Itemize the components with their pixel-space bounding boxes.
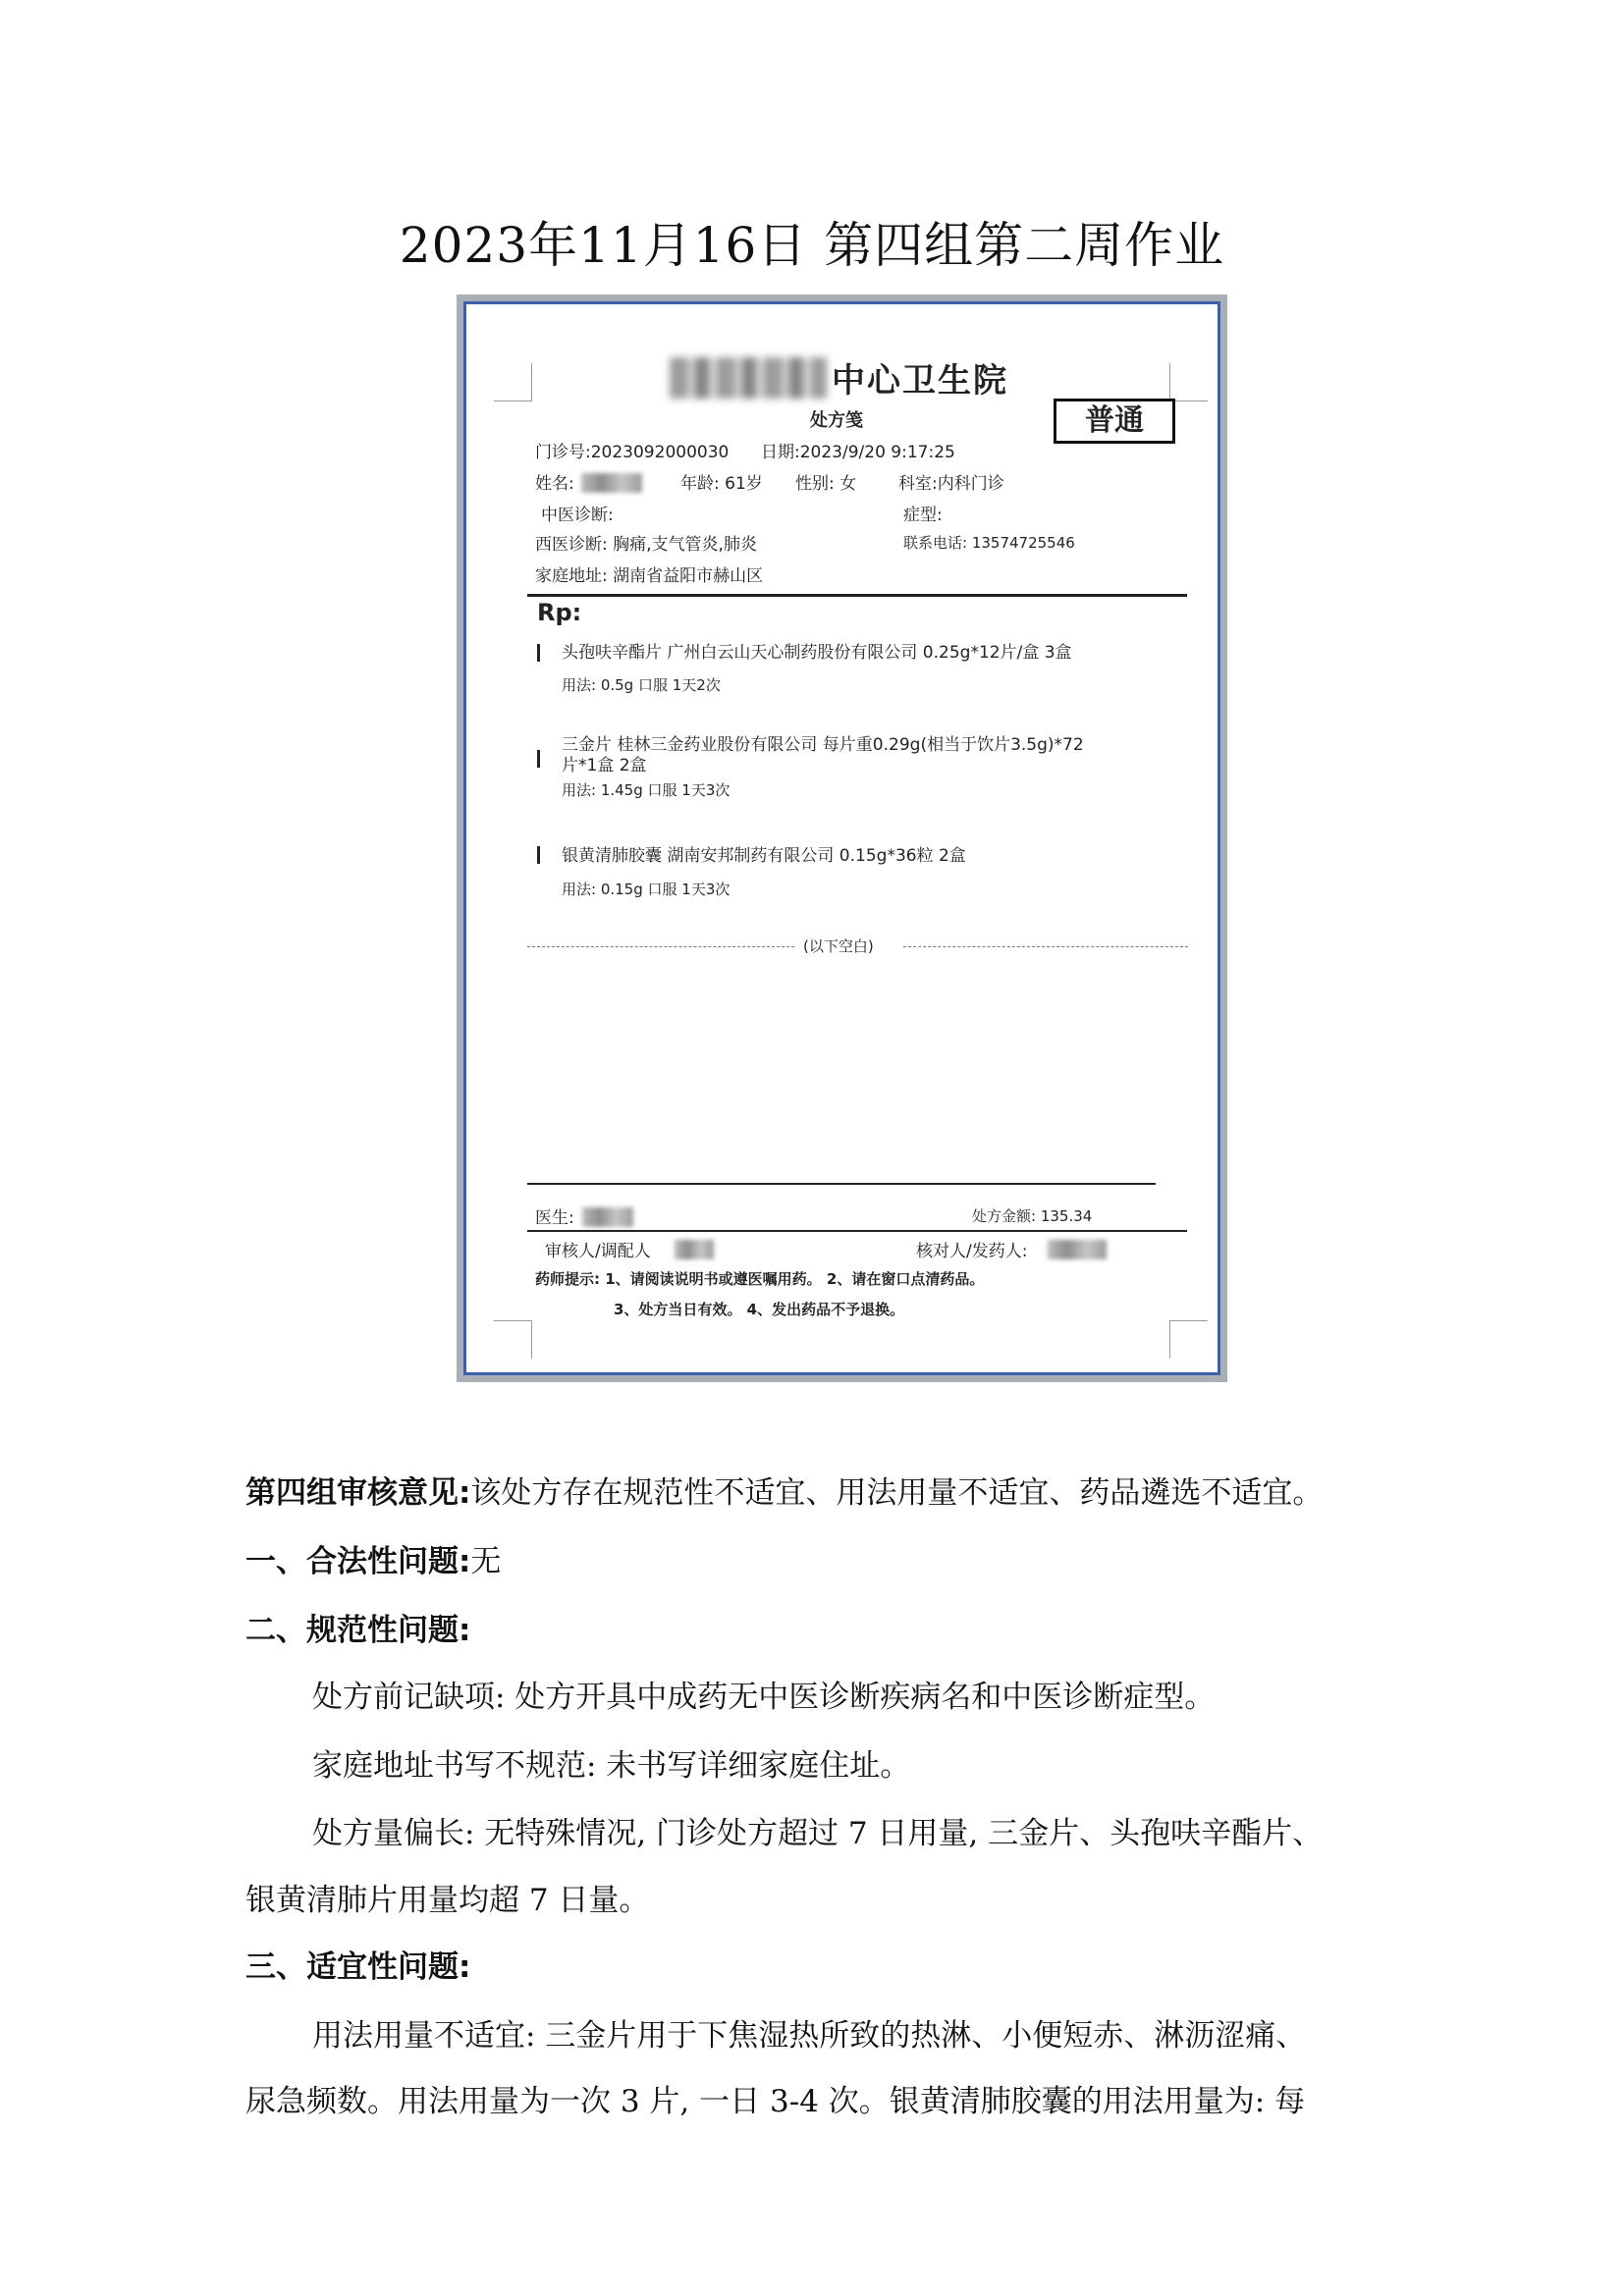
drug-marker-2	[537, 750, 540, 768]
suitability-heading: 三、适宜性问题:	[245, 1949, 471, 1985]
redacted-checker	[1048, 1240, 1107, 1259]
rp-label: Rp:	[537, 599, 582, 626]
suitability-section	[245, 1942, 470, 1986]
department: 科室:内科门诊	[898, 474, 1004, 494]
suitability-paragraph-1-line-1: 用法用量不适宜: 三金片用于下焦湿热所致的热淋、小便短赤、淋沥涩痛、	[312, 2018, 1307, 2054]
normative-paragraph-3-line-1: 处方量偏长: 无特殊情况, 门诊处方超过 7 日用量, 三金片、头孢呋辛酯片、	[312, 1816, 1324, 1851]
prescription-image	[457, 294, 1227, 1382]
western-diagnosis: 西医诊断: 胸痛,支气管炎,肺炎	[535, 535, 757, 555]
visit-date: 日期:2023/9/20 9:17:25	[761, 443, 955, 462]
patient-sex: 性别: 女	[795, 474, 857, 494]
legality-section	[245, 1536, 501, 1580]
drug-1: 头孢呋辛酯片 广州白云山天心制药股份有限公司 0.25g*12片/盒 3盒	[562, 643, 1072, 663]
redacted-reviewer	[675, 1240, 714, 1259]
footer-divider-1	[527, 1183, 1156, 1185]
patient-age: 年龄: 61岁	[680, 474, 763, 494]
redacted-hospital-name	[670, 357, 827, 399]
review-opinion-label: 第四组审核意见:	[245, 1475, 471, 1511]
review-opinion	[245, 1468, 1323, 1512]
blank-dash-right	[903, 946, 1188, 947]
home-address: 家庭地址: 湖南省益阳市赫山区	[535, 566, 764, 586]
reviewer-label: 审核人/调配人	[545, 1242, 651, 1261]
crop-mark-bottom-left	[494, 1320, 532, 1359]
crop-mark-bottom-right	[1169, 1320, 1208, 1359]
drug-2-line-1: 三金片 桂林三金药业股份有限公司 每片重0.29g(相当于饮片3.5g)*72	[562, 735, 1084, 755]
clinic-number: 门诊号:2023092000030	[535, 443, 730, 462]
drug-3: 银黄清肺胶囊 湖南安邦制药有限公司 0.15g*36粒 2盒	[562, 846, 966, 866]
usage-1: 用法: 0.5g 口服 1天2次	[562, 676, 721, 694]
patient-name-label: 姓名:	[535, 474, 574, 494]
blank-below-note: (以下空白)	[803, 937, 874, 955]
drug-marker-1	[537, 644, 540, 662]
header-divider	[527, 594, 1187, 597]
drug-marker-3	[537, 846, 540, 864]
suitability-paragraph-1-line-2: 尿急频数。用法用量为一次 3 片, 一日 3-4 次。银黄清肺胶囊的用法用量为: 每	[245, 2084, 1306, 2119]
prescription-amount: 处方金额: 135.34	[972, 1207, 1093, 1225]
normative-paragraph-2: 家庭地址书写不规范: 未书写详细家庭住址。	[312, 1748, 911, 1784]
crop-mark-top-right	[1169, 363, 1208, 401]
pharmacist-tips-line-2: 3、处方当日有效。 4、发出药品不予退换。	[614, 1301, 905, 1318]
prescription-image-border	[463, 301, 1220, 1375]
doctor-label: 医生:	[535, 1208, 574, 1228]
normative-paragraph-3-line-2: 银黄清肺片用量均超 7 日量。	[245, 1883, 650, 1918]
contact-phone: 联系电话: 13574725546	[903, 534, 1075, 552]
normative-heading: 二、规范性问题:	[245, 1613, 471, 1648]
drug-2-line-2: 片*1盒 2盒	[562, 756, 647, 775]
tcm-diagnosis: 中医诊断:	[541, 506, 614, 525]
normative-section	[245, 1605, 470, 1649]
usage-2: 用法: 1.45g 口服 1天3次	[562, 781, 731, 799]
usage-3: 用法: 0.15g 口服 1天3次	[562, 881, 731, 898]
checker-label: 核对人/发药人:	[916, 1242, 1028, 1261]
crop-mark-top-left	[494, 363, 532, 401]
redacted-doctor	[582, 1207, 633, 1227]
hospital-name: 中心卫生院	[832, 361, 1008, 400]
review-opinion-text: 该处方存在规范性不适宜、用法用量不适宜、药品遴选不适宜。	[470, 1475, 1324, 1511]
normative-paragraph-1: 处方前记缺项: 处方开具中成药无中医诊断疾病名和中医诊断症型。	[312, 1680, 1216, 1715]
pharmacist-tips-line-1: 药师提示: 1、请阅读说明书或遵医嘱用药。 2、请在窗口点清药品。	[535, 1270, 985, 1288]
prescription-sheet	[466, 304, 1218, 1372]
legality-heading: 一、合法性问题:	[245, 1544, 471, 1579]
syndrome-type: 症型:	[903, 506, 943, 525]
redacted-patient-name	[581, 473, 642, 493]
blank-dash-left	[527, 946, 794, 947]
legality-text: 无	[470, 1544, 502, 1579]
page-title: 2023年11月16日 第四组第二周作业	[399, 217, 1225, 274]
footer-divider-2	[527, 1230, 1187, 1232]
prescription-type-badge: 普通	[1054, 399, 1175, 444]
form-title: 处方笺	[810, 410, 863, 431]
